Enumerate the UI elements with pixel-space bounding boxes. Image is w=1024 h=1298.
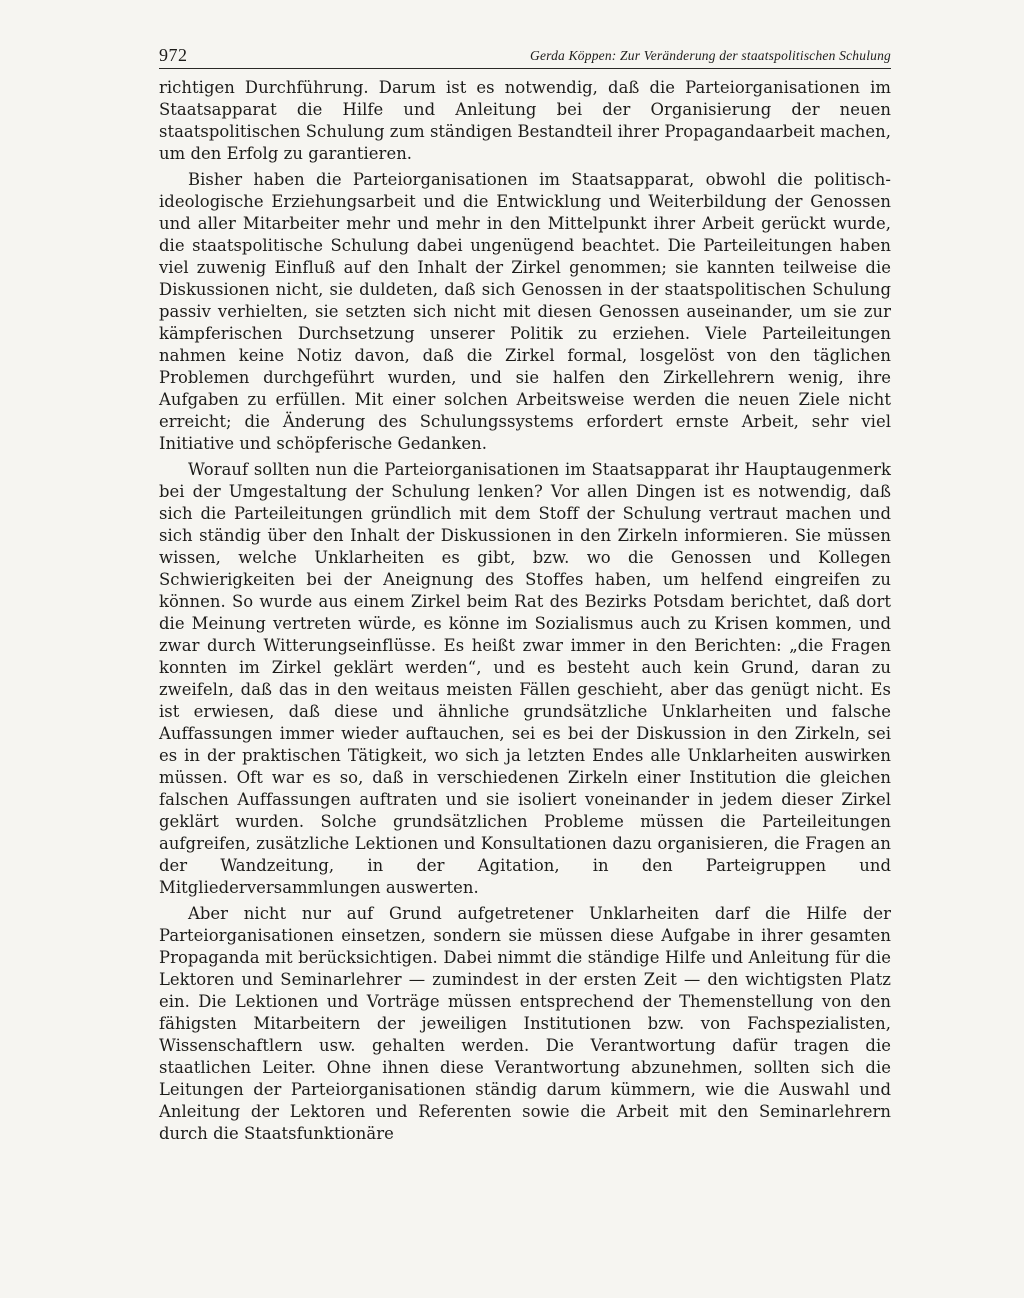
- paragraph: Bisher haben die Parteiorganisationen im Staatsapparat, obwohl die politisch-ideologische Erziehungsarbeit und die Entwicklung und Weiterbildung der Genossen und aller Mitarbeiter mehr und mehr in den Mittelpunkt ihrer Arbeit gerückt wurde, die staatspolitische Schulung dabei ungenügend beachtet. Die Parteileitungen haben viel zuwenig Einfluß auf den Inhalt der Zirkel genommen; sie kannten teilweise die Diskussionen nicht, sie duldeten, daß sich Genossen in der staatspolitischen Schulung passiv verhielten, sie setzten sich nicht mit diesen Genossen auseinander, um sie zur kämpferischen Durchsetzung unserer Politik zu erziehen. Viele Parteileitungen nahmen keine Notiz davon, daß die Zirkel formal, losgelöst von den täglichen Problemen durchgeführt wurden, und sie halfen den Zirkellehrern wenig, ihre Aufgaben zu erfüllen. Mit einer solchen Arbeitsweise werden die neuen Ziele nicht erreicht; die Änderung des Schulungssystems erfordert ernste Arbeit, sehr viel Initiative und schöpferische Gedanken.: [159, 170, 891, 453]
- running-title: Gerda Köppen: Zur Veränderung der staatspolitischen Schulung: [530, 48, 891, 63]
- page-number: 972: [159, 45, 188, 65]
- body-text: [159, 77, 891, 1145]
- running-header: [159, 44, 891, 69]
- document-page: [159, 44, 891, 1149]
- paragraph: Worauf sollten nun die Parteiorganisationen im Staatsapparat ihr Hauptaugenmerk bei der Umgestaltung der Schulung lenken? Vor allen Dingen ist es notwendig, daß sich die Parteileitungen gründlich mit dem Stoff der Schulung vertraut machen und sich ständig über den Inhalt der Diskussionen in den Zirkeln informieren. Sie müssen wissen, welche Unklarheiten es gibt, bzw. wo die Genossen und Kollegen Schwierigkeiten bei der Aneignung des Stoffes haben, um helfend eingreifen zu können. So wurde aus einem Zirkel beim Rat des Bezirks Potsdam berichtet, daß dort die Meinung vertreten würde, es könne im Sozialismus auch zu Krisen kommen, und zwar durch Witterungseinflüsse. Es heißt zwar immer in den Berichten: „die Fragen konnten im Zirkel geklärt werden“, und es besteht auch kein Grund, daran zu zweifeln, daß das in den weitaus meisten Fällen geschieht, aber das genügt nicht. Es ist erwiesen, daß diese und ähnliche grundsätzliche Unklarheiten und falsche Auffassungen immer wieder auftauchen, sei es bei der Diskussion in den Zirkeln, sei es in der praktischen Tätigkeit, wo sich ja letzten Endes alle Unklarheiten auswirken müssen. Oft war es so, daß in verschiedenen Zirkeln einer Institution die gleichen falschen Auffassungen auftraten und sie isoliert voneinander in jedem dieser Zirkel geklärt wurden. Solche grundsätzlichen Probleme müssen die Parteileitungen aufgreifen, zusätzliche Lektionen und Konsultationen dazu organisieren, die Fragen an der Wandzeitung, in der Agitation, in den Parteigruppen und Mitgliederversammlungen auswerten.: [159, 460, 891, 897]
- paragraph-continued: richtigen Durchführung. Darum ist es notwendig, daß die Parteiorganisationen im Staatsapparat die Hilfe und Anleitung bei der Organisierung der neuen staatspolitischen Schulung zum ständigen Bestandteil ihrer Propagandaarbeit machen, um den Erfolg zu garantieren.: [159, 78, 891, 163]
- paragraph: Aber nicht nur auf Grund aufgetretener Unklarheiten darf die Hilfe der Parteiorganisationen einsetzen, sondern sie müssen diese Aufgabe in ihrer gesamten Propaganda mit berücksichtigen. Dabei nimmt die ständige Hilfe und Anleitung für die Lektoren und Seminarlehrer — zumindest in der ersten Zeit — den wichtigsten Platz ein. Die Lektionen und Vorträge müssen entsprechend der Themenstellung von den fähigsten Mitarbeitern der jeweiligen Institutionen bzw. von Fachspezialisten, Wissenschaftlern usw. gehalten werden. Die Verantwortung dafür tragen die staatlichen Leiter. Ohne ihnen diese Verantwortung abzunehmen, sollten sich die Leitungen der Parteiorganisationen ständig darum kümmern, wie die Auswahl und Anleitung der Lektoren und Referenten sowie die Arbeit mit den Seminarlehrern durch die Staatsfunktionäre: [159, 904, 891, 1143]
